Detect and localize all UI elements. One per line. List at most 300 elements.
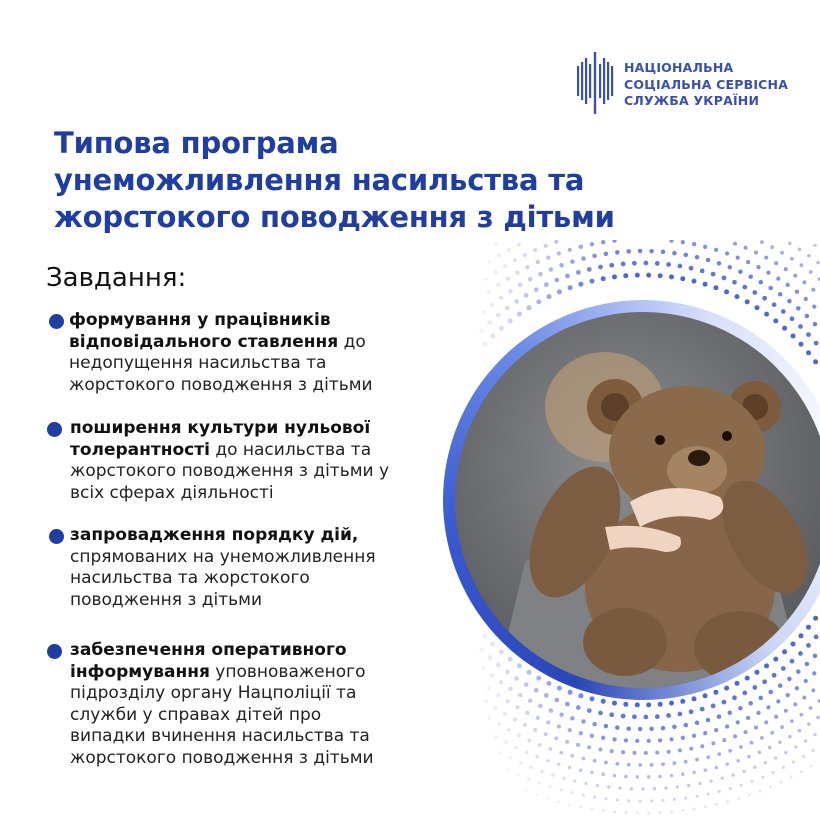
decorative-dot xyxy=(760,240,764,244)
decorative-dot xyxy=(676,785,679,788)
decorative-dot xyxy=(706,258,711,263)
decorative-dot xyxy=(754,725,758,729)
decorative-dot xyxy=(554,240,558,244)
decorative-dot xyxy=(658,738,662,742)
decorative-dot xyxy=(517,243,521,247)
decorative-dot xyxy=(560,788,563,791)
decorative-dot xyxy=(672,251,677,256)
decorative-dot xyxy=(725,724,729,728)
decorative-dot xyxy=(680,276,685,281)
decorative-dot xyxy=(551,773,554,776)
decorative-dot xyxy=(813,733,816,736)
decorative-dot xyxy=(739,745,743,749)
page-title xyxy=(54,125,754,236)
decorative-dot xyxy=(744,730,748,734)
decorative-dot xyxy=(506,276,510,280)
decorative-dot xyxy=(689,747,693,751)
decorative-dot xyxy=(669,737,673,741)
decorative-dot xyxy=(635,273,640,278)
logo-line-2: СОЦІАЛЬНА СЕРВІСНА xyxy=(624,76,789,92)
decorative-dot xyxy=(684,797,687,800)
decorative-dot xyxy=(692,734,696,738)
decorative-dot xyxy=(615,250,620,255)
decorative-dot xyxy=(535,794,538,797)
decorative-dot xyxy=(638,763,642,767)
decorative-dot xyxy=(627,763,631,767)
decorative-dot xyxy=(698,782,701,785)
decorative-dot xyxy=(636,775,640,779)
decorative-dot xyxy=(693,807,696,810)
decorative-dot xyxy=(729,787,732,790)
decorative-dot xyxy=(658,273,663,278)
decorative-dot xyxy=(507,728,511,732)
decorative-dot xyxy=(750,780,753,783)
decorative-dot xyxy=(802,280,806,284)
decorative-dot xyxy=(669,240,673,243)
decorative-dot xyxy=(598,265,603,270)
decorative-dot xyxy=(681,240,685,244)
decorative-dot xyxy=(678,264,683,269)
task-1-line-1: недопущення насильства та xyxy=(69,353,327,373)
decorative-dot xyxy=(602,809,605,812)
decorative-dot xyxy=(609,263,614,268)
decorative-dot xyxy=(726,800,729,803)
decorative-dot xyxy=(593,759,597,763)
teddy-bear-illustration xyxy=(455,312,820,688)
task-2-bold-line-2: толерантності xyxy=(70,439,210,460)
decorative-dot xyxy=(736,759,740,763)
decorative-dot xyxy=(565,274,570,279)
logo-line-3: СЛУЖБА УКРАЇНИ xyxy=(624,93,760,108)
decorative-dot xyxy=(658,775,662,779)
decorative-dot xyxy=(638,727,643,732)
decorative-dot xyxy=(518,283,523,288)
tasks-heading: Завдання: xyxy=(46,263,187,293)
decorative-dot xyxy=(565,740,569,744)
decorative-dot xyxy=(618,786,621,789)
decorative-dot xyxy=(809,270,813,274)
decorative-dot xyxy=(759,790,762,793)
decorative-dot xyxy=(750,741,754,745)
decorative-dot xyxy=(632,751,636,755)
decorative-dot xyxy=(601,240,605,244)
logo-text xyxy=(624,60,788,110)
decorative-dot xyxy=(549,785,552,788)
decorative-dot xyxy=(538,782,541,785)
decorative-dot xyxy=(604,252,609,257)
decorative-dot xyxy=(790,776,793,779)
task-2-line-1: жорстокого поводження з дітьми у xyxy=(70,461,390,481)
decorative-dot xyxy=(764,256,768,260)
decorative-dot xyxy=(768,746,772,750)
decorative-dot xyxy=(616,798,619,801)
bullet-icon xyxy=(49,314,64,329)
decorative-dot xyxy=(612,240,616,243)
decorative-dot xyxy=(714,248,718,252)
decorative-dot xyxy=(684,253,689,258)
decorative-dot xyxy=(778,741,782,745)
decorative-dot xyxy=(590,242,594,246)
decorative-dot xyxy=(554,736,558,740)
decorative-dot xyxy=(779,781,782,784)
decorative-dot xyxy=(533,728,537,732)
decorative-dot xyxy=(689,266,694,271)
decorative-dot xyxy=(621,750,625,754)
decorative-dot xyxy=(807,722,811,726)
decorative-dot xyxy=(582,757,586,761)
decorative-dot xyxy=(540,770,543,773)
decorative-dot xyxy=(766,270,770,274)
decorative-dot xyxy=(630,787,633,790)
decorative-dot xyxy=(681,809,684,812)
decorative-dot xyxy=(704,768,708,772)
decorative-dot xyxy=(610,749,614,753)
decorative-dot xyxy=(769,785,772,788)
decorative-dot xyxy=(717,261,722,266)
photo-circle xyxy=(443,300,820,720)
decorative-dot xyxy=(568,766,572,770)
decorative-dot xyxy=(774,756,777,759)
decorative-dot xyxy=(754,250,758,254)
decorative-dot xyxy=(523,723,527,727)
decorative-dot xyxy=(650,763,654,767)
decorative-dot xyxy=(722,276,727,281)
decorative-dot xyxy=(534,287,539,292)
decorative-dot xyxy=(504,741,508,745)
decorative-dot xyxy=(655,751,659,755)
task-item-1 xyxy=(69,310,469,396)
decorative-dot xyxy=(538,743,542,747)
decorative-dot xyxy=(707,793,710,796)
decorative-dot xyxy=(784,751,787,754)
decorative-dot xyxy=(493,270,497,274)
decorative-dot xyxy=(647,811,650,814)
decorative-dot xyxy=(724,289,729,294)
decorative-dot xyxy=(644,751,648,755)
decorative-dot xyxy=(804,739,807,742)
decorative-dot xyxy=(576,743,580,747)
decorative-dot xyxy=(549,747,553,751)
decorative-dot xyxy=(661,799,664,802)
decorative-dot xyxy=(592,722,597,727)
decorative-dot xyxy=(752,290,757,295)
decorative-dot xyxy=(721,777,724,780)
ukraine-trident-icon xyxy=(574,52,616,114)
decorative-dot xyxy=(626,249,631,254)
decorative-dot xyxy=(761,776,764,779)
decorative-dot xyxy=(557,724,561,728)
title-line-3: жорстокого поводження з дітьми xyxy=(54,200,615,234)
decorative-dot xyxy=(649,249,654,254)
decorative-dot xyxy=(607,785,610,788)
bullet-icon xyxy=(47,422,62,437)
decorative-dot xyxy=(816,261,820,265)
decorative-dot xyxy=(632,261,637,266)
decorative-dot xyxy=(570,754,574,758)
title-line-1: Типова програма xyxy=(54,126,339,160)
decorative-dot xyxy=(726,763,730,767)
task-2-bold-line-1: поширення культури нульової xyxy=(70,418,371,438)
task-3-line-2: насильства та жорстокого xyxy=(70,568,310,588)
decorative-dot xyxy=(612,274,617,279)
decorative-dot xyxy=(692,242,696,246)
decorative-dot xyxy=(524,293,529,298)
task-4-bold-line-2: інформування xyxy=(70,661,210,682)
decorative-dot xyxy=(681,772,685,776)
decorative-dot xyxy=(695,255,700,260)
decorative-dot xyxy=(549,267,554,272)
task-item-4 xyxy=(70,640,470,769)
decorative-dot xyxy=(800,770,803,773)
decorative-dot xyxy=(559,263,564,268)
decorative-dot xyxy=(544,282,549,287)
decorative-dot xyxy=(667,750,671,754)
decorative-dot xyxy=(736,720,740,724)
decorative-dot xyxy=(673,761,677,765)
decorative-dot xyxy=(703,282,708,287)
decorative-dot xyxy=(635,739,639,743)
decorative-dot xyxy=(593,796,596,799)
decorative-dot xyxy=(793,274,797,278)
decorative-dot xyxy=(538,272,543,277)
decorative-dot xyxy=(740,784,743,787)
decorative-dot xyxy=(788,735,792,739)
decorative-dot xyxy=(770,731,774,735)
decorative-dot xyxy=(666,262,671,267)
decorative-dot xyxy=(568,803,571,806)
decorative-dot xyxy=(615,725,620,730)
bullet-icon xyxy=(49,529,64,544)
decorative-dot xyxy=(759,280,764,285)
decorative-dot xyxy=(732,280,737,285)
decorative-dot xyxy=(764,761,767,764)
decorative-dot xyxy=(776,276,780,280)
decorative-dot xyxy=(530,766,533,769)
decorative-dot xyxy=(812,749,815,752)
decorative-dot xyxy=(695,758,699,762)
decorative-dot xyxy=(559,751,563,755)
task-1-rest: до xyxy=(338,331,366,352)
decorative-dot xyxy=(590,771,594,775)
decorative-dot xyxy=(624,775,628,779)
decorative-dot xyxy=(786,283,790,287)
decorative-dot xyxy=(497,722,501,726)
task-3-line-1: спрямованих на унеможливлення xyxy=(70,546,376,567)
decorative-dot xyxy=(717,752,721,756)
task-item-2 xyxy=(70,418,470,504)
decorative-dot xyxy=(525,751,529,755)
decorative-dot xyxy=(748,794,751,797)
decorative-dot xyxy=(627,799,630,802)
decorative-dot xyxy=(568,728,572,732)
decorative-dot xyxy=(621,262,626,267)
decorative-dot xyxy=(573,779,576,782)
decorative-dot xyxy=(568,248,572,252)
decorative-dot xyxy=(800,263,804,267)
decorative-dot xyxy=(733,734,737,738)
decorative-dot xyxy=(700,269,705,274)
decorative-dot xyxy=(533,248,537,252)
decorative-dot xyxy=(641,787,644,790)
decorative-dot xyxy=(713,285,718,290)
task-4-bold-line-1: забезпечення оперативного xyxy=(70,640,347,660)
decorative-dot xyxy=(655,261,660,266)
task-3-bold-line-1: запровадження порядку дій, xyxy=(70,525,359,545)
decorative-dot xyxy=(733,242,737,246)
decorative-dot xyxy=(613,810,616,813)
decorative-dot xyxy=(738,269,743,274)
decorative-dot xyxy=(584,782,587,785)
decorative-dot xyxy=(515,746,519,750)
decorative-dot xyxy=(700,744,704,748)
decorative-dot xyxy=(523,253,527,257)
decorative-dot xyxy=(653,787,656,790)
task-2-line-2: всіх сферах діяльності xyxy=(70,482,274,503)
decorative-dot xyxy=(678,748,682,752)
decorative-dot xyxy=(714,728,718,732)
decorative-dot xyxy=(525,790,528,793)
decorative-dot xyxy=(527,739,531,743)
decorative-dot xyxy=(546,255,550,259)
decorative-dot xyxy=(579,805,582,808)
decorative-dot xyxy=(782,766,785,769)
decorative-dot xyxy=(639,799,642,802)
decorative-dot xyxy=(570,259,575,264)
decorative-dot xyxy=(508,289,513,294)
decorative-dot xyxy=(722,738,726,742)
decorative-dot xyxy=(528,277,533,282)
decorative-dot xyxy=(695,795,698,798)
decorative-dot xyxy=(546,720,550,724)
decorative-dot xyxy=(601,772,605,776)
decorative-dot xyxy=(506,768,509,771)
decorative-dot xyxy=(546,797,549,800)
decorative-dot xyxy=(659,811,662,814)
decorative-dot xyxy=(673,798,676,801)
decorative-dot xyxy=(604,724,609,729)
decorative-dot xyxy=(623,273,628,278)
decorative-dot xyxy=(647,739,651,743)
decorative-dot xyxy=(670,810,673,813)
decorative-dot xyxy=(624,811,627,814)
decorative-dot xyxy=(546,759,550,763)
decorative-dot xyxy=(704,805,707,808)
decorative-dot xyxy=(535,755,539,759)
bullet-icon xyxy=(47,644,62,659)
decorative-dot xyxy=(728,265,733,270)
decorative-dot xyxy=(664,786,667,789)
decorative-dot xyxy=(770,245,774,249)
decorative-dot xyxy=(661,250,666,255)
decorative-dot xyxy=(596,784,599,787)
decorative-dot xyxy=(672,725,677,730)
decorative-dot xyxy=(647,775,651,779)
decorative-dot xyxy=(650,799,653,802)
decorative-dot xyxy=(579,731,583,735)
decorative-dot xyxy=(557,251,561,255)
decorative-dot xyxy=(813,244,816,247)
decorative-dot xyxy=(798,729,802,733)
decorative-dot xyxy=(590,279,595,284)
decorative-dot xyxy=(612,737,616,741)
decorative-dot xyxy=(484,277,488,281)
decorative-dot xyxy=(494,735,498,739)
decorative-dot xyxy=(590,734,594,738)
decorative-dot xyxy=(768,286,773,291)
decorative-dot xyxy=(758,751,762,755)
decorative-dot xyxy=(669,274,674,279)
decorative-dot xyxy=(601,276,606,281)
decorative-dot xyxy=(744,246,748,250)
decorative-dot xyxy=(794,745,797,748)
decorative-dot xyxy=(746,260,750,264)
decorative-dot xyxy=(519,761,522,764)
decorative-dot xyxy=(615,762,619,766)
decorative-dot xyxy=(598,747,602,751)
decorative-dot xyxy=(681,736,685,740)
decorative-dot xyxy=(513,258,517,262)
decorative-dot xyxy=(496,283,500,287)
decorative-dot xyxy=(756,265,760,269)
decorative-dot xyxy=(725,251,729,255)
decorative-dot xyxy=(684,723,689,728)
decorative-dot xyxy=(703,731,707,735)
decorative-dot xyxy=(661,726,666,731)
decorative-dot xyxy=(517,734,521,738)
decorative-dot xyxy=(742,770,745,773)
decorative-dot xyxy=(692,279,697,284)
decorative-dot xyxy=(487,290,491,294)
task-3-line-3: поводження з дітьми xyxy=(70,589,263,610)
decorative-dot xyxy=(624,738,628,742)
decorative-dot xyxy=(562,777,565,780)
decorative-dot xyxy=(728,749,732,753)
decorative-dot xyxy=(772,771,775,774)
decorative-dot xyxy=(499,751,502,754)
decorative-dot xyxy=(536,260,540,264)
decorative-dot xyxy=(576,270,581,275)
decorative-dot xyxy=(706,755,710,759)
decorative-dot xyxy=(554,278,559,283)
decorative-dot xyxy=(527,778,530,781)
decorative-dot xyxy=(711,272,716,277)
decorative-dot xyxy=(568,285,573,290)
decorative-dot xyxy=(748,274,753,279)
decorative-dot xyxy=(810,764,813,767)
decorative-dot xyxy=(732,773,735,776)
decorative-dot xyxy=(587,267,592,272)
task-2-rest: до насильства та xyxy=(209,439,372,460)
decorative-dot xyxy=(509,756,512,759)
decorative-dot xyxy=(557,289,562,294)
task-1-line-2: жорстокого поводження з дітьми xyxy=(69,374,373,395)
decorative-dot xyxy=(780,251,784,255)
decorative-dot xyxy=(811,288,815,292)
decorative-dot xyxy=(764,720,768,724)
decorative-dot xyxy=(592,254,597,259)
task-1-bold-line-1: формування у працівників xyxy=(69,310,331,330)
decorative-dot xyxy=(692,771,696,775)
task-4-line-4: жорстокого поводження з дітьми xyxy=(70,747,374,768)
decorative-dot xyxy=(670,774,674,778)
decorative-dot xyxy=(735,294,740,299)
decorative-dot xyxy=(579,768,583,772)
decorative-dot xyxy=(582,794,585,797)
decorative-dot xyxy=(507,248,511,252)
decorative-dot xyxy=(807,254,811,258)
decorative-dot xyxy=(626,726,631,731)
decorative-dot xyxy=(790,257,794,261)
